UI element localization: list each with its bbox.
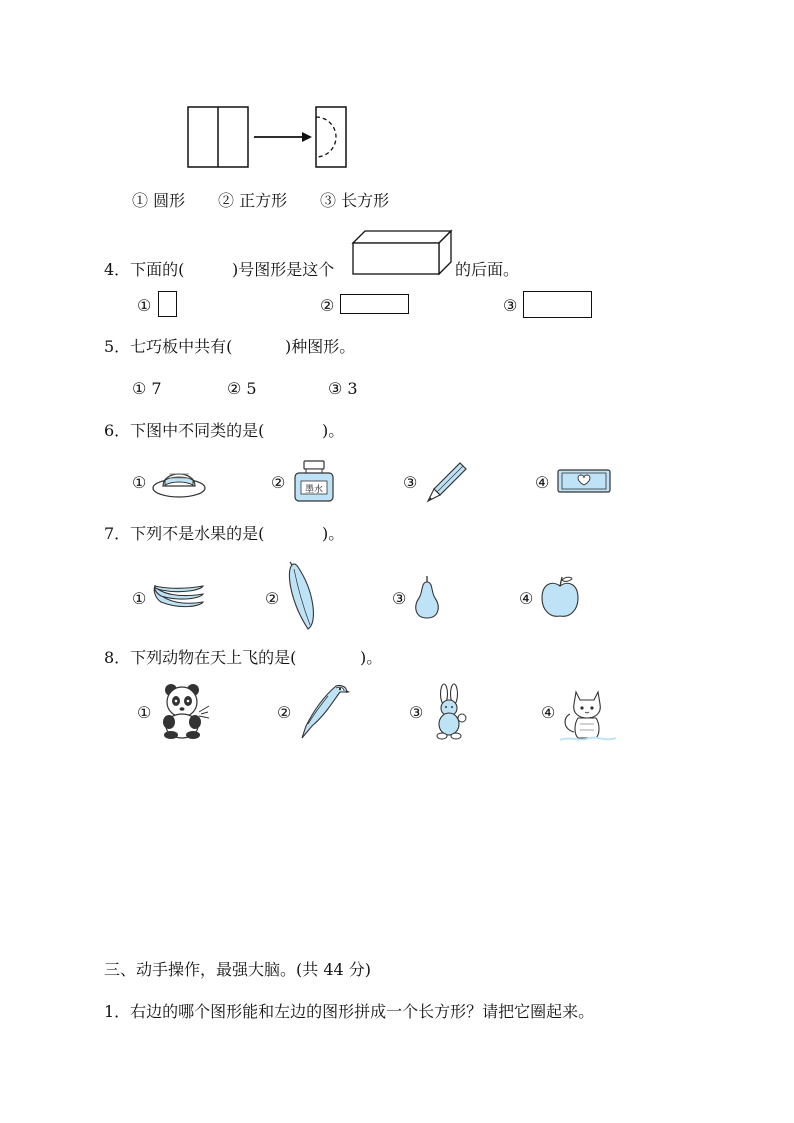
q7-text-after: )。 bbox=[322, 524, 345, 543]
banana-icon[interactable] bbox=[151, 580, 207, 614]
q3-option-3[interactable]: ③ 长方形 bbox=[320, 191, 390, 210]
q4-cuboid-figure bbox=[351, 229, 453, 277]
ink-bottle-icon[interactable] bbox=[292, 459, 336, 503]
pear-icon[interactable] bbox=[411, 574, 443, 620]
q6-option-1-label[interactable]: ① bbox=[132, 473, 147, 492]
q7-option-4-label[interactable]: ④ bbox=[519, 589, 534, 608]
q8-option-1-label[interactable]: ① bbox=[137, 703, 152, 722]
q6-option-3-label[interactable]: ③ bbox=[403, 473, 418, 492]
q5-option-2[interactable]: ② 5 bbox=[227, 379, 257, 398]
loofah-gourd-icon[interactable] bbox=[284, 561, 324, 633]
q7-option-2-label[interactable]: ② bbox=[265, 589, 280, 608]
q3-arrow-head bbox=[302, 132, 312, 142]
q6-text-before: 6．下图中不同类的是( bbox=[104, 421, 265, 440]
ink-bottle-label: 墨水 bbox=[304, 485, 324, 495]
q3-option-1[interactable]: ① 圆形 bbox=[132, 191, 186, 210]
cat-icon[interactable] bbox=[560, 684, 616, 744]
s3-question-1: 1．右边的哪个图形能和左边的图形拼成一个长方形？请把它圈起来。 bbox=[104, 1002, 595, 1021]
q8-text-after: )。 bbox=[360, 648, 383, 667]
q4-option-1-label[interactable]: ① bbox=[137, 296, 152, 315]
q4-option-2-shape[interactable] bbox=[340, 294, 409, 314]
q7-option-3-label[interactable]: ③ bbox=[392, 589, 407, 608]
pencil-icon[interactable] bbox=[424, 459, 470, 503]
section-3-title: 三、动手操作，最强大脑。(共 44 分) bbox=[104, 960, 372, 979]
q4-option-2-label[interactable]: ② bbox=[320, 296, 335, 315]
q8-text-before: 8．下列动物在天上飞的是( bbox=[104, 648, 297, 667]
q5-text-before: 5．七巧板中共有( bbox=[104, 337, 233, 356]
q4-option-3-label[interactable]: ③ bbox=[503, 296, 518, 315]
q5-text-after: )种图形。 bbox=[285, 337, 356, 356]
q6-option-4-label[interactable]: ④ bbox=[535, 473, 550, 492]
q7-option-1-label[interactable]: ① bbox=[132, 589, 147, 608]
bird-icon[interactable] bbox=[298, 680, 350, 740]
q3-half-rectangle bbox=[316, 107, 346, 167]
q8-option-3-label[interactable]: ③ bbox=[409, 703, 424, 722]
q4-text-after: 的后面。 bbox=[455, 260, 520, 279]
q7-text-before: 7．下列不是水果的是( bbox=[104, 524, 265, 543]
q4-text-middle: )号图形是这个 bbox=[232, 260, 335, 279]
apple-icon[interactable] bbox=[538, 574, 582, 620]
q3-option-2[interactable]: ② 正方形 bbox=[218, 191, 288, 210]
q5-option-3[interactable]: ③ 3 bbox=[328, 379, 358, 398]
q5-option-1[interactable]: ① 7 bbox=[132, 379, 162, 398]
q4-option-1-shape[interactable] bbox=[158, 291, 177, 317]
q4-option-3-shape[interactable] bbox=[523, 291, 592, 318]
pencil-case-icon[interactable] bbox=[556, 466, 612, 496]
q6-text-after: )。 bbox=[322, 421, 345, 440]
hat-icon[interactable] bbox=[151, 462, 207, 498]
q3-fold-figure bbox=[186, 105, 356, 171]
q8-option-2-label[interactable]: ② bbox=[277, 703, 292, 722]
q4-text-before: 4．下面的( bbox=[104, 260, 185, 279]
rabbit-icon[interactable] bbox=[430, 684, 470, 742]
q8-option-4-label[interactable]: ④ bbox=[541, 703, 556, 722]
q6-option-2-label[interactable]: ② bbox=[271, 473, 286, 492]
q3-dashed-arc bbox=[316, 117, 336, 157]
panda-icon[interactable] bbox=[159, 682, 211, 740]
